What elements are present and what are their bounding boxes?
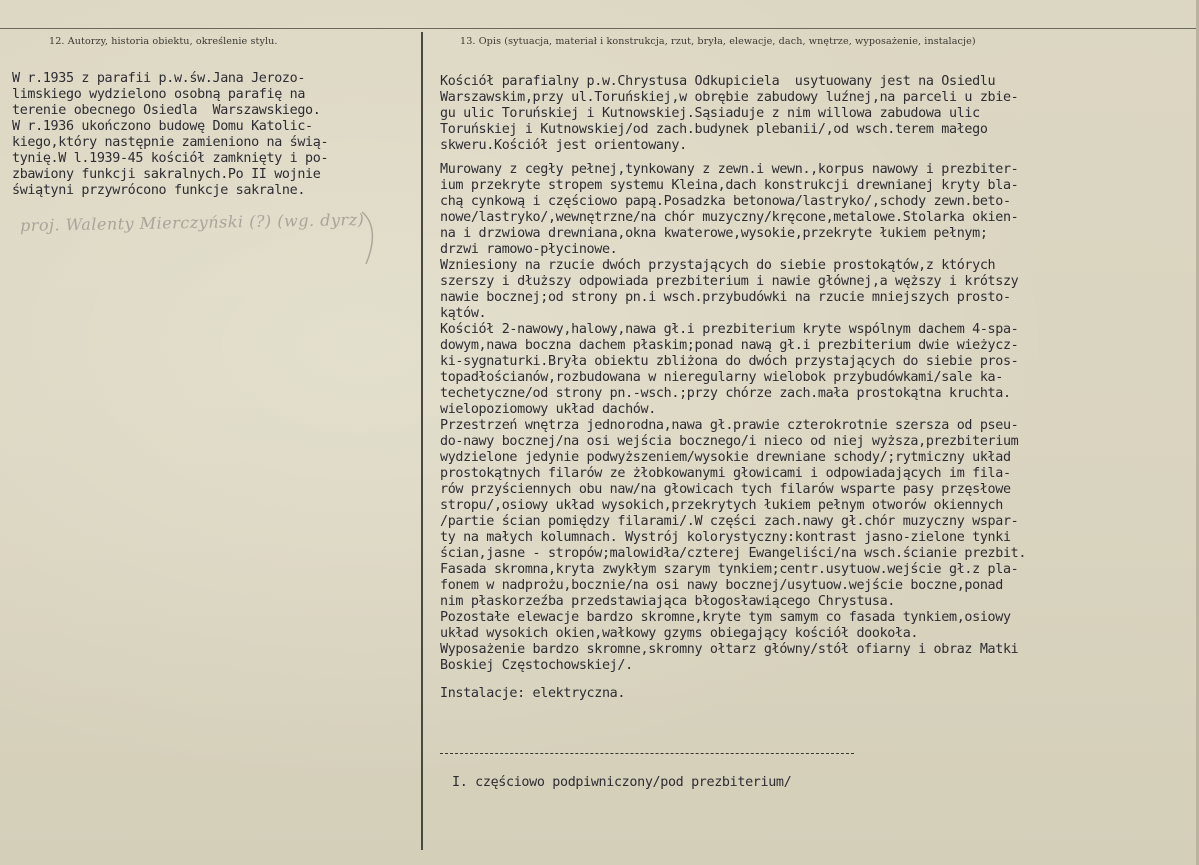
text-line: wielopoziomowy układ dachów. [440, 402, 656, 417]
text-line: tynię.W l.1939-45 kościół zamknięty i po- [12, 151, 329, 166]
text-line: Wyposażenie bardzo skromne,skromny ołtarz główny/stół ofiarny i obraz Matki [440, 642, 1019, 657]
text-line: W r.1935 z parafii p.w.św.Jana Jerozo- [12, 71, 306, 86]
footnote [452, 775, 791, 791]
text-line: Boskiej Częstochowskiej/. [440, 658, 633, 673]
description-text [440, 74, 1026, 702]
text-line: Toruńskiej i Kutnowskiej/od zach.budynek plebanii/,od wsch.terem małego [440, 122, 988, 137]
text-line: Kościół 2-nawowy,halowy,nawa gł.i prezbiterium kryte wspólnym dachem 4-spa- [440, 322, 1019, 337]
footnote-separator [440, 753, 854, 754]
text-line: limskiego wydzielono osobną parafię na [12, 87, 306, 102]
text-line: na i drzwiowa drewniana,okna kwaterowe,wysokie,przekryte łukiem pełnym; [440, 226, 988, 241]
text-line: ścian,jasne - stropów;malowidła/czterej Ewangeliści/na wsch.ścianie prezbit. [440, 546, 1027, 561]
text-line: W r.1936 ukończono budowę Domu Katolic- [12, 119, 313, 134]
text-line: terenie obecnego Osiedla Warszawskiego. [12, 103, 321, 118]
text-line: fonem w nadprożu,bocznie/na osi nawy bocznej/usytuow.wejście boczne,ponad [440, 578, 1003, 593]
text-line: /partie ścian pomiędzy filarami/.W części zach.nawy gł.chór muzyczny wspar- [440, 514, 1019, 529]
text-line: ki-sygnaturki.Bryła obiektu zbliżona do dwóch przystających do siebie pros- [440, 354, 1019, 369]
text-line: Instalacje: elektryczna. [440, 686, 626, 701]
text-line: nim płaskorzeźba przedstawiająca błogosławiącego Chrystusa. [440, 594, 895, 609]
text-line: stropu/,osiowy układ wysokich,przekrytych łukiem pełnym otworów okiennych [440, 498, 1003, 513]
text-line: nawie bocznej;od strony pn.i wsch.przybudówki na rzucie mniejszych prosto- [440, 290, 1011, 305]
text-line: Fasada skromna,kryta zwykłym szarym tynkiem;centr.usytuow.wejście gł.z pla- [440, 562, 1019, 577]
text-line: świątyni przywrócono funkcje sakralne. [12, 183, 306, 198]
text-line: ium przekryte stropem systemu Kleina,dach konstrukcji drewnianej kryty bla- [440, 178, 1019, 193]
column-divider [421, 32, 423, 850]
pencil-bracket-mark [340, 208, 380, 268]
text-line: topadłościanów,rozbudowana w nieregularny wielobok przybudówkami/sale ka- [440, 370, 1003, 385]
text-line: Przestrzeń wnętrza jednorodna,nawa gł.prawie czterokrotnie szersza od pseu- [440, 418, 1019, 433]
text-line: kątów. [440, 306, 487, 321]
header-rule [0, 28, 1199, 29]
text-line: układ wysokich okien,wałkowy gzyms obiegający kościół dookoła. [440, 626, 919, 641]
text-line: prostokątnych filarów ze żłobkowanymi głowicami i odpowiadających im fila- [440, 466, 1011, 481]
section-13-heading: 13. Opis (sytuacja, materiał i konstrukcja, rzut, bryła, elewacje, dach, wnętrze, wyposażenie, instalacje) [460, 36, 976, 47]
text-line: rów przyściennych obu naw/na głowicach tych filarów wsparte pasy przęsłowe [440, 482, 1011, 497]
text-line: ty na małych kolumnach. Wystrój kolorystyczny:kontrast jasno-zielone tynki [440, 530, 1011, 545]
text-line: Wzniesiony na rzucie dwóch przystających do siebie prostokątów,z których [440, 258, 996, 273]
text-line: chą cynkową i częściowo papą.Posadzka betonowa/lastryko/,schody zewn.beto- [440, 194, 1011, 209]
text-line: techetyczne/od strony pn.-wsch.;przy chórze zach.mała prostokątna kruchta. [440, 386, 1011, 401]
footnote-text: częściowo podpiwniczony/pod prezbiterium/ [475, 775, 792, 790]
text-line: drzwi ramowo-płycinowe. [440, 242, 618, 257]
text-line: Murowany z cegły pełnej,tynkowany z zewn.i wewn.,korpus nawowy i prezbiter- [440, 162, 1019, 177]
text-line: skweru.Kościół jest orientowany. [440, 138, 687, 153]
text-line: gu ulic Toruńskiej i Kutnowskiej.Sąsiaduje z nim willowa zabudowa ulic [440, 106, 980, 121]
text-line: zbawiony funkcji sakralnych.Po II wojnie [12, 167, 321, 182]
text-line: szerszy i dłuższy odpowiada prezbiterium i nawie głównej,a węższy i krótszy [440, 274, 1019, 289]
text-line: dowym,nawa boczna dachem płaskim;ponad nawą gł.i prezbiterium dwie wieżycz- [440, 338, 1019, 353]
pencil-annotation: proj. Walenty Mierczyński (?) (wg. dyrz) [19, 209, 365, 236]
text-line: kiego,który następnie zamieniono na świą- [12, 135, 329, 150]
section-12-heading: 12. Autorzy, historia obiektu, określenie stylu. [49, 36, 278, 47]
text-line: Kościół parafialny p.w.Chrystusa Odkupiciela usytuowany jest na Osiedlu [440, 74, 996, 89]
history-text [12, 71, 328, 199]
text-line: nowe/lastryko/,wewnętrzne/na chór muzyczny/kręcone,metalowe.Stolarka okien- [440, 210, 1019, 225]
text-line: wydzielone jedynie podwyższeniem/wysokie drewniane schody/;rytmiczny układ [440, 450, 1011, 465]
text-line: Warszawskim,przy ul.Toruńskiej,w obrębie zabudowy luźnej,na parceli u zbie- [440, 90, 1019, 105]
text-line: Pozostałe elewacje bardzo skromne,kryte tym samym co fasada tynkiem,osiowy [440, 610, 1011, 625]
text-line: do-nawy bocznej/na osi wejścia bocznego/i nieco od niej wyższa,prezbiterium [440, 434, 1019, 449]
footnote-marker: I. [452, 775, 468, 790]
